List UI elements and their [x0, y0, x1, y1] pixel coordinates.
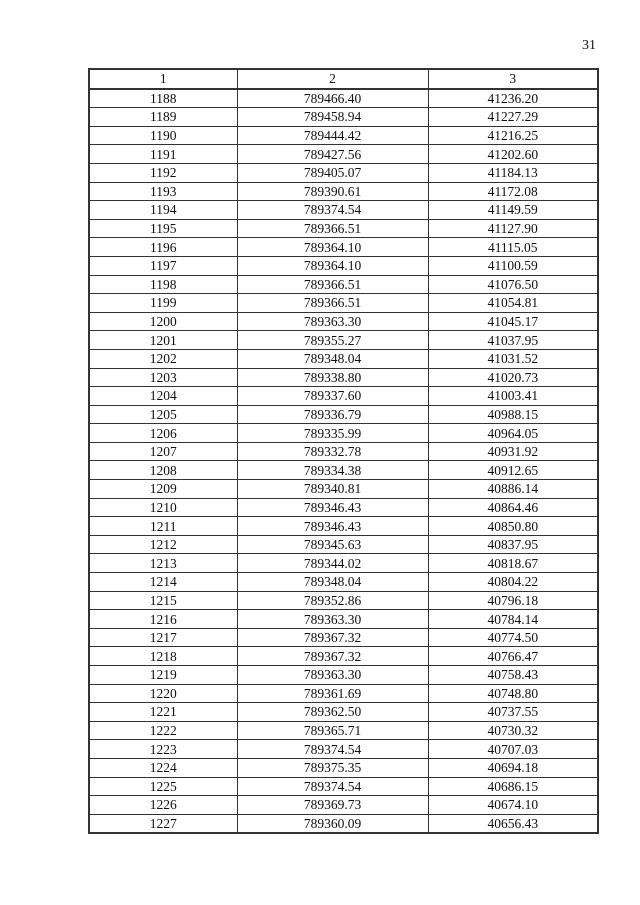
table-row	[89, 182, 598, 201]
y-coordinate-cell: 40837.95	[428, 535, 598, 554]
point-number-cell: 1212	[89, 535, 237, 554]
point-number-cell: 1190	[89, 126, 237, 145]
table-row	[89, 275, 598, 294]
y-coordinate-cell: 40737.55	[428, 703, 598, 722]
table-header	[89, 69, 598, 89]
table-row	[89, 294, 598, 313]
point-number-cell: 1214	[89, 573, 237, 592]
y-coordinate-cell: 40774.50	[428, 628, 598, 647]
y-coordinate-cell: 41236.20	[428, 89, 598, 108]
point-number-cell: 1216	[89, 610, 237, 629]
point-number-cell: 1206	[89, 424, 237, 443]
point-number-cell: 1195	[89, 219, 237, 238]
x-coordinate-cell: 789365.71	[237, 721, 428, 740]
y-coordinate-cell: 40730.32	[428, 721, 598, 740]
y-coordinate-cell: 41115.05	[428, 238, 598, 257]
point-number-cell: 1211	[89, 517, 237, 536]
y-coordinate-cell: 41054.81	[428, 294, 598, 313]
point-number-cell: 1217	[89, 628, 237, 647]
table-row	[89, 758, 598, 777]
point-number-cell: 1215	[89, 591, 237, 610]
table-row	[89, 628, 598, 647]
point-number-cell: 1227	[89, 814, 237, 833]
point-number-cell: 1223	[89, 740, 237, 759]
y-coordinate-cell: 41003.41	[428, 387, 598, 406]
page-number: 31	[582, 38, 596, 53]
x-coordinate-cell: 789344.02	[237, 554, 428, 573]
point-number-cell: 1226	[89, 796, 237, 815]
point-number-cell: 1203	[89, 368, 237, 387]
x-coordinate-cell: 789366.51	[237, 275, 428, 294]
point-number-cell: 1208	[89, 461, 237, 480]
x-coordinate-cell: 789375.35	[237, 758, 428, 777]
point-number-cell: 1199	[89, 294, 237, 313]
y-coordinate-cell: 40694.18	[428, 758, 598, 777]
y-coordinate-cell: 40674.10	[428, 796, 598, 815]
table-row	[89, 387, 598, 406]
y-coordinate-cell: 41037.95	[428, 331, 598, 350]
table-row	[89, 331, 598, 350]
y-coordinate-cell: 40864.46	[428, 498, 598, 517]
x-coordinate-cell: 789332.78	[237, 442, 428, 461]
y-coordinate-cell: 41020.73	[428, 368, 598, 387]
y-coordinate-cell: 40766.47	[428, 647, 598, 666]
y-coordinate-cell: 41227.29	[428, 108, 598, 127]
coordinates-table-container	[88, 68, 597, 834]
table-row	[89, 498, 598, 517]
x-coordinate-cell: 789335.99	[237, 424, 428, 443]
y-coordinate-cell: 40784.14	[428, 610, 598, 629]
y-coordinate-cell: 40804.22	[428, 573, 598, 592]
y-coordinate-cell: 40988.15	[428, 405, 598, 424]
point-number-cell: 1200	[89, 312, 237, 331]
x-coordinate-cell: 789352.86	[237, 591, 428, 610]
table-row	[89, 554, 598, 573]
table-row	[89, 145, 598, 164]
point-number-cell: 1204	[89, 387, 237, 406]
point-number-cell: 1209	[89, 480, 237, 499]
table-row	[89, 666, 598, 685]
y-coordinate-cell: 41045.17	[428, 312, 598, 331]
table-row	[89, 349, 598, 368]
x-coordinate-cell: 789346.43	[237, 517, 428, 536]
table-row	[89, 89, 598, 108]
table-row	[89, 777, 598, 796]
x-coordinate-cell: 789345.63	[237, 535, 428, 554]
x-coordinate-cell: 789374.54	[237, 740, 428, 759]
y-coordinate-cell: 41127.90	[428, 219, 598, 238]
y-coordinate-cell: 40850.80	[428, 517, 598, 536]
x-coordinate-cell: 789363.30	[237, 610, 428, 629]
table-row	[89, 126, 598, 145]
x-coordinate-cell: 789348.04	[237, 573, 428, 592]
table-row	[89, 721, 598, 740]
point-number-cell: 1213	[89, 554, 237, 573]
x-coordinate-cell: 789366.51	[237, 219, 428, 238]
point-number-cell: 1194	[89, 201, 237, 220]
x-coordinate-cell: 789348.04	[237, 349, 428, 368]
y-coordinate-cell: 41100.59	[428, 256, 598, 275]
table-row	[89, 238, 598, 257]
point-number-cell: 1220	[89, 684, 237, 703]
x-coordinate-cell: 789390.61	[237, 182, 428, 201]
table-row	[89, 591, 598, 610]
y-coordinate-cell: 41076.50	[428, 275, 598, 294]
table-row	[89, 703, 598, 722]
point-number-cell: 1219	[89, 666, 237, 685]
point-number-cell: 1207	[89, 442, 237, 461]
point-number-cell: 1218	[89, 647, 237, 666]
point-number-cell: 1224	[89, 758, 237, 777]
point-number-cell: 1221	[89, 703, 237, 722]
table-row	[89, 368, 598, 387]
x-coordinate-cell: 789444.42	[237, 126, 428, 145]
x-coordinate-cell: 789369.73	[237, 796, 428, 815]
x-coordinate-cell: 789362.50	[237, 703, 428, 722]
table-row	[89, 535, 598, 554]
x-coordinate-cell: 789334.38	[237, 461, 428, 480]
table-row	[89, 442, 598, 461]
y-coordinate-cell: 40912.65	[428, 461, 598, 480]
x-coordinate-cell: 789337.60	[237, 387, 428, 406]
x-coordinate-cell: 789355.27	[237, 331, 428, 350]
x-coordinate-cell: 789363.30	[237, 312, 428, 331]
x-coordinate-cell: 789405.07	[237, 163, 428, 182]
table-row	[89, 312, 598, 331]
y-coordinate-cell: 40964.05	[428, 424, 598, 443]
x-coordinate-cell: 789366.51	[237, 294, 428, 313]
x-coordinate-cell: 789346.43	[237, 498, 428, 517]
y-coordinate-cell: 40886.14	[428, 480, 598, 499]
y-coordinate-cell: 41172.08	[428, 182, 598, 201]
point-number-cell: 1210	[89, 498, 237, 517]
y-coordinate-cell: 41031.52	[428, 349, 598, 368]
point-number-cell: 1205	[89, 405, 237, 424]
x-coordinate-cell: 789364.10	[237, 238, 428, 257]
column-header-2: 2	[237, 69, 428, 89]
table-row	[89, 796, 598, 815]
table-row	[89, 256, 598, 275]
point-number-cell: 1225	[89, 777, 237, 796]
y-coordinate-cell: 40796.18	[428, 591, 598, 610]
table-row	[89, 740, 598, 759]
table-row	[89, 424, 598, 443]
x-coordinate-cell: 789340.81	[237, 480, 428, 499]
point-number-cell: 1192	[89, 163, 237, 182]
y-coordinate-cell: 41202.60	[428, 145, 598, 164]
y-coordinate-cell: 40707.03	[428, 740, 598, 759]
x-coordinate-cell: 789364.10	[237, 256, 428, 275]
point-number-cell: 1202	[89, 349, 237, 368]
point-number-cell: 1222	[89, 721, 237, 740]
table-row	[89, 201, 598, 220]
y-coordinate-cell: 40931.92	[428, 442, 598, 461]
x-coordinate-cell: 789367.32	[237, 647, 428, 666]
x-coordinate-cell: 789458.94	[237, 108, 428, 127]
y-coordinate-cell: 40748.80	[428, 684, 598, 703]
table-row	[89, 108, 598, 127]
coordinates-table	[88, 68, 599, 834]
table-row	[89, 573, 598, 592]
table-row	[89, 461, 598, 480]
x-coordinate-cell: 789466.40	[237, 89, 428, 108]
y-coordinate-cell: 41149.59	[428, 201, 598, 220]
x-coordinate-cell: 789427.56	[237, 145, 428, 164]
point-number-cell: 1198	[89, 275, 237, 294]
y-coordinate-cell: 40758.43	[428, 666, 598, 685]
y-coordinate-cell: 40818.67	[428, 554, 598, 573]
x-coordinate-cell: 789374.54	[237, 201, 428, 220]
table-row	[89, 814, 598, 833]
table-body	[89, 89, 598, 834]
table-row	[89, 517, 598, 536]
y-coordinate-cell: 41216.25	[428, 126, 598, 145]
table-row	[89, 480, 598, 499]
point-number-cell: 1188	[89, 89, 237, 108]
x-coordinate-cell: 789367.32	[237, 628, 428, 647]
table-row	[89, 647, 598, 666]
table-row	[89, 610, 598, 629]
y-coordinate-cell: 40686.15	[428, 777, 598, 796]
x-coordinate-cell: 789361.69	[237, 684, 428, 703]
point-number-cell: 1196	[89, 238, 237, 257]
x-coordinate-cell: 789374.54	[237, 777, 428, 796]
column-header-1: 1	[89, 69, 237, 89]
table-row	[89, 405, 598, 424]
y-coordinate-cell: 40656.43	[428, 814, 598, 833]
x-coordinate-cell: 789363.30	[237, 666, 428, 685]
point-number-cell: 1189	[89, 108, 237, 127]
point-number-cell: 1197	[89, 256, 237, 275]
table-row	[89, 684, 598, 703]
x-coordinate-cell: 789360.09	[237, 814, 428, 833]
point-number-cell: 1191	[89, 145, 237, 164]
column-header-3: 3	[428, 69, 598, 89]
header-row	[89, 69, 598, 89]
y-coordinate-cell: 41184.13	[428, 163, 598, 182]
point-number-cell: 1201	[89, 331, 237, 350]
point-number-cell: 1193	[89, 182, 237, 201]
table-row	[89, 163, 598, 182]
table-row	[89, 219, 598, 238]
x-coordinate-cell: 789338.80	[237, 368, 428, 387]
x-coordinate-cell: 789336.79	[237, 405, 428, 424]
